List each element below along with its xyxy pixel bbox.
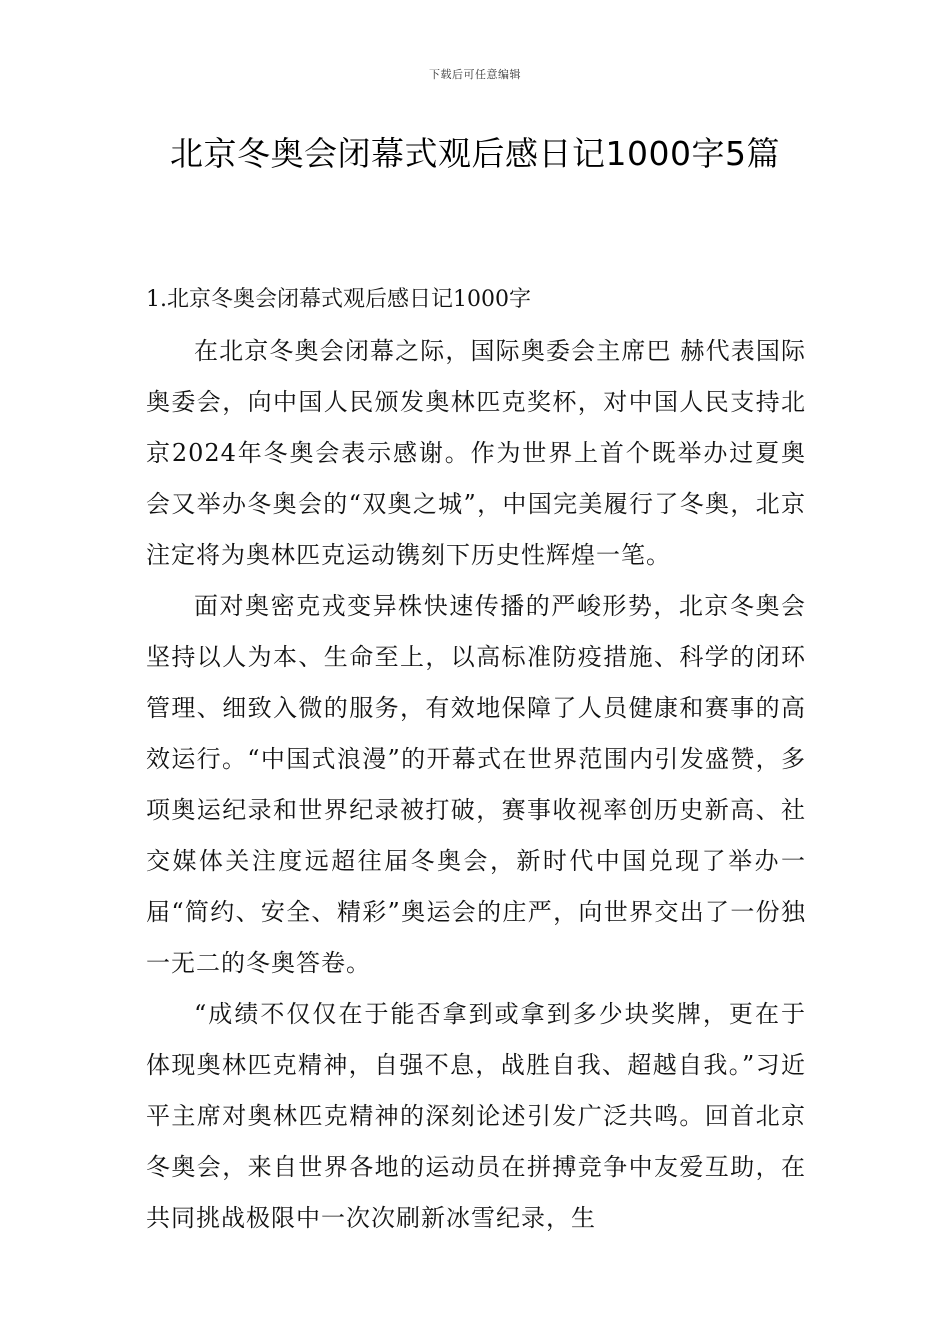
paragraph: 在北京冬奥会闭幕之际，国际奥委会主席巴 赫代表国际奥委会，向中国人民颁发奥林匹克奖杯，对中国人民支持北京2024年冬奥会表示感谢。作为世界上首个既举办过夏奥会又举办冬奥会的“双奥之城”，中国完美履行了冬奥，北京注定将为奥林匹克运动镌刻下历史性辉煌一笔。 <box>146 337 806 569</box>
header-note: 下载后可任意编辑 <box>429 68 521 81</box>
paragraph: “成绩不仅仅在于能否拿到或拿到多少块奖牌，更在于体现奥林匹克精神，自强不息，战胜自我、超越自我。”习近平主席对奥林匹克精神的深刻论述引发广泛共鸣。回首北京冬奥会，来自世界各地的运动员在拼搏竞争中友爱互助，在共同挑战极限中一次次刷新冰雪纪录，生 <box>146 1000 806 1232</box>
document-body <box>146 280 806 1244</box>
section-heading: 1.北京冬奥会闭幕式观后感日记1000字 <box>146 287 531 312</box>
document-title: 北京冬奥会闭幕式观后感日记1000字5篇 <box>170 134 780 173</box>
paragraph: 面对奥密克戎变异株快速传播的严峻形势，北京冬奥会坚持以人为本、生命至上，以高标准防疫措施、科学的闭环管理、细致入微的服务，有效地保障了人员健康和赛事的高效运行。“中国式浪漫”的开幕式在世界范围内引发盛赞，多项奥运纪录和世界纪录被打破，赛事收视率创历史新高、社交媒体关注度远超往届冬奥会，新时代中国兑现了举办一届“简约、安全、精彩”奥运会的庄严，向世界交出了一份独一无二的冬奥答卷。 <box>146 592 806 977</box>
